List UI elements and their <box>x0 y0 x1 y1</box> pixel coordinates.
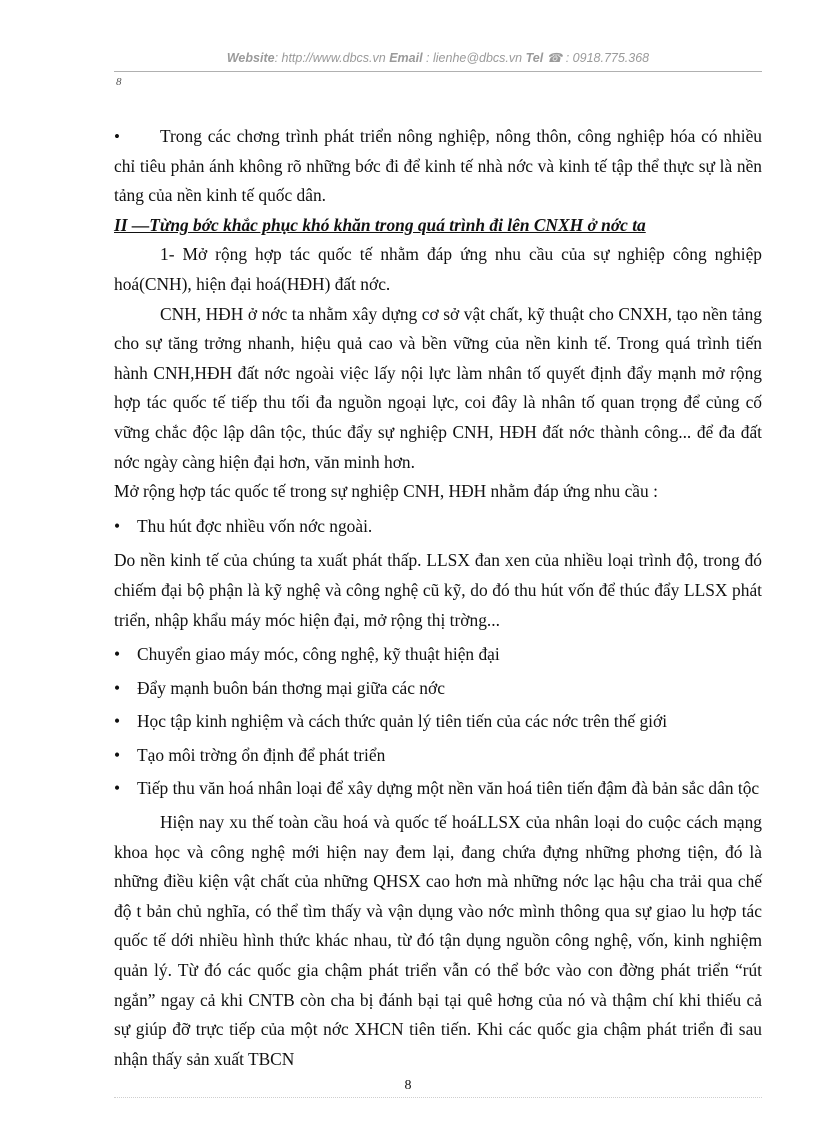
bullet-icon: • <box>114 127 120 146</box>
list-item <box>114 674 762 704</box>
header-divider <box>114 71 762 72</box>
list-item-text: Học tập kinh nghiệm và cách thức quản lý tiên tiến của các nớc trên thế giới <box>137 711 668 732</box>
tel-label: Tel <box>525 51 544 65</box>
page-mark: 8 <box>116 76 122 88</box>
list-item <box>114 640 762 670</box>
bullet-icon: • <box>114 778 121 799</box>
page-header <box>114 50 762 65</box>
website-url: : http://www.dbcs.vn <box>274 51 390 65</box>
paragraph: Mở rộng hợp tác quốc tế trong sự nghiệp CNH, HĐH nhằm đáp ứng nhu cầu : <box>114 481 658 502</box>
intro-bullet-paragraph <box>114 122 762 211</box>
paragraph: 1- Mở rộng hợp tác quốc tế nhằm đáp ứng nhu cầu của sự nghiệp công nghiệp hoá(CNH), hiện đại hoá(HĐH) đất nớc. <box>114 244 762 294</box>
paragraph: Hiện nay xu thế toàn cầu hoá và quốc tế hoáLLSX của nhân loại do cuộc cách mạng khoa học và công nghệ mới hiện nay đem lại, đang chứa đựng những phơng tiện, đó là những điều kiện vật chất của những QHSX cao hơn mà những nớc lạc hậu cha trải qua chế độ t bản chủ nghĩa, có thể tìm thấy và vận dụng vào nớc mình thông qua sự giao lu hợp tác quốc tế dới nhiều hình thức khác nhau, từ đó tận dụng nguồn công nghệ, vốn, kinh nghiệm quản lý. Từ đó các quốc gia chậm phát triển vẫn có thể bớc vào con đờng phát triển “rút ngắn” ngay cả khi CNTB còn cha bị đánh bại tại quê hơng của nó và thậm chí khi thiếu cả sự giúp đỡ trực tiếp của một nớc XHCN tiên tiến. Khi các quốc gia chậm phát triển đi sau nhận thấy sản xuất TBCN <box>114 812 762 1069</box>
email-label: Email <box>389 51 423 65</box>
section-heading-text: II —Từng bớc khắc phục khó khăn trong quá trình đi lên CNXH ở nớc ta <box>114 214 646 235</box>
bullet-list-capital <box>114 512 762 542</box>
bullet-icon: • <box>114 744 121 765</box>
list-item <box>114 512 762 542</box>
list-item <box>114 774 762 804</box>
list-item-text: Tiếp thu văn hoá nhân loại để xây dựng một nền văn hoá tiên tiến đậm đà bản sắc dân tộc <box>137 778 760 799</box>
email-address: : lienhe@dbcs.vn <box>422 51 526 65</box>
paragraph: Do nền kinh tế của chúng ta xuất phát thấp. LLSX đan xen của nhiều loại trình độ, trong đó chiếm đại bộ phận là kỹ nghệ và công nghệ cũ kỹ, do đó thu hút vốn để thúc đẩy LLSX phát triển, nhập khẩu máy móc hiện đại, mở rộng thị trờng... <box>114 550 762 630</box>
bullet-icon: • <box>114 644 121 665</box>
list-item-text: Chuyển giao máy móc, công nghệ, kỹ thuật hiện đại <box>137 644 500 665</box>
document-body <box>114 122 762 1074</box>
website-label: Website <box>226 51 275 65</box>
list-item-text: Tạo môi trờng ổn định để phát triển <box>137 744 386 765</box>
bullet-icon: • <box>114 711 121 732</box>
list-item <box>114 741 762 771</box>
footer-divider <box>114 1097 762 1098</box>
list-item-text: Đẩy mạnh buôn bán thơng mại giữa các nớc <box>137 677 445 698</box>
paragraph: CNH, HĐH ở nớc ta nhằm xây dựng cơ sở vật chất, kỹ thuật cho CNXH, tạo nền tảng cho sự tăng trởng nhanh, hiệu quả cao và bền vững của nền kinh tế. Trong quá trình tiến hành CNH,HĐH đất nớc ngoài việc lấy nội lực làm nhân tố quyết định đẩy mạnh mở rộng hợp tác quốc tế tiếp thu tối đa nguồn ngoại lực, coi đây là nhân tố quan trọng để củng cố vững chắc độc lập dân tộc, thúc đẩy sự nghiệp CNH, HĐH đất nớc thành công... để đa đất nớc ngày càng hiện đại hơn, văn minh hơn. <box>114 303 762 472</box>
bullet-icon: • <box>114 677 121 698</box>
list-item-text: Thu hút đợc nhiều vốn nớc ngoài. <box>137 515 373 536</box>
paragraph-text: Trong các chơng trình phát triển nông nghiệp, nông thôn, công nghiệp hóa có nhiều chỉ tiêu phản ánh không rõ những bớc đi để kinh tế nhà nớc và kinh tế tập thể thực sự là nền tảng của nền kinh tế quốc dân. <box>114 126 762 206</box>
bullet-list-goals <box>114 640 762 804</box>
list-item <box>114 707 762 737</box>
section-heading <box>114 211 762 241</box>
bullet-icon: • <box>114 515 121 536</box>
phone-number: ☎ : 0918.775.368 <box>543 51 650 65</box>
page-number: 8 <box>404 1078 412 1093</box>
